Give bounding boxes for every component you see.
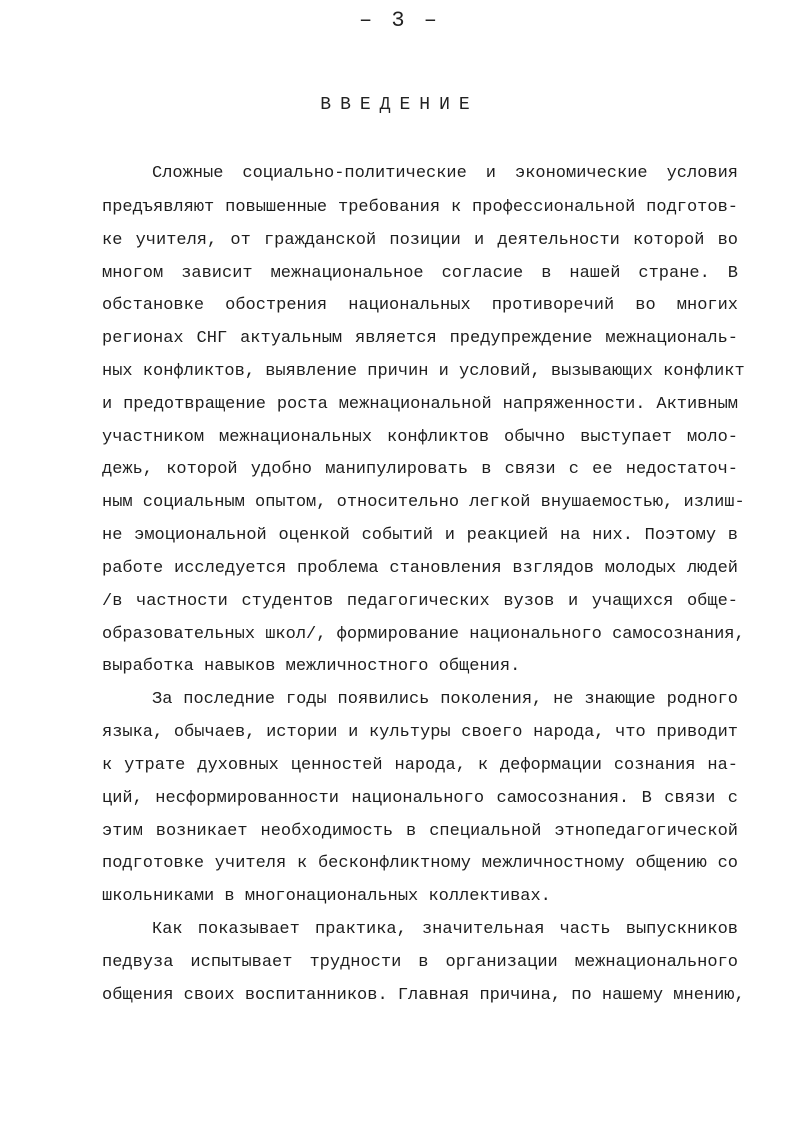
text-line: обстановке обострения национальных противоречий во многих [102,296,738,315]
text-line: ций, несформированности национального самосознания. В связи с [102,789,738,808]
text-line: этим возникает необходимость в специальной этнопедагогической [102,822,738,841]
text-line: участником межнациональных конфликтов обычно выступает моло- [102,428,738,447]
section-heading: ВВЕДЕНИЕ [320,95,479,115]
page-number: – 3 – [358,8,440,33]
text-line: общения своих воспитанников. Главная причина, по нашему мнению, [102,986,745,1005]
text-line: дежь, которой удобно манипулировать в связи с ее недостаточ- [102,460,738,479]
text-line: /в частности студентов педагогических вузов и учащихся обще- [102,592,738,611]
text-line: школьниками в многонациональных коллективах. [102,887,551,906]
text-line: ным социальным опытом, относительно легкой внушаемостью, излиш- [102,493,745,512]
text-line: регионах СНГ актуальным является предупреждение межнациональ- [102,329,738,348]
text-line: многом зависит межнациональное согласие в нашей стране. В [102,264,738,283]
text-line: предъявляют повышенные требования к профессиональной подготов- [102,198,738,217]
text-line: ке учителя, от гражданской позиции и деятельности которой во [102,231,738,250]
text-line: За последние годы появились поколения, не знающие родного [152,690,738,709]
text-line: языка, обычаев, истории и культуры своего народа, что приводит [102,723,738,742]
text-line: к утрате духовных ценностей народа, к деформации сознания на- [102,756,738,775]
text-line: педвуза испытывает трудности в организации межнационального [102,953,738,972]
text-line: ных конфликтов, выявление причин и условий, вызывающих конфликт [102,362,745,381]
text-line: Как показывает практика, значительная часть выпускников [152,920,738,939]
text-line: и предотвращение роста межнациональной напряженности. Активным [102,395,738,414]
text-line: работе исследуется проблема становления взглядов молодых людей [102,559,738,578]
text-line: подготовке учителя к бесконфликтному межличностному общению со [102,854,738,873]
text-line: Сложные социально-политические и экономические условия [152,164,738,183]
text-line: образовательных школ/, формирование национального самосознания, [102,625,745,644]
text-line: не эмоциональной оценкой событий и реакцией на них. Поэтому в [102,526,738,545]
text-line: выработка навыков межличностного общения. [102,657,521,676]
